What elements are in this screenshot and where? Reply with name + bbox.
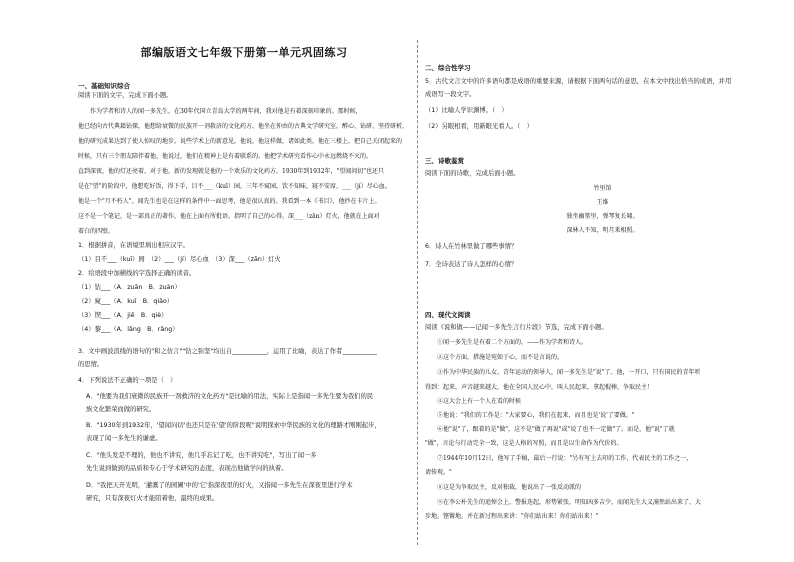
text-line: B．"1930年到1932年，'望闻问切'也还只是在'望'的阶段呢"说明探索中华民族的文化的理路才刚刚起步， <box>86 422 381 429</box>
text-line: 的思情。 <box>78 361 104 368</box>
text-line: D．"我把天开光明，'灌溉了的园圃'中的'它'指深夜里的灯火，又指闻一多先生在深夜里进行学术 <box>86 482 353 489</box>
text-line: 直到深夜，他的灯还亮着，对于他，新的发现就是他的一个欢乐的文化药方。1930年到1932年，"望闻问切"也还只 <box>78 168 385 175</box>
text-line: C．"他头发是不理的，他也不讲究，他几乎忘记了吃，也不讲究吃"，写出了闻一多 <box>86 452 317 459</box>
text-line: 3．文中画波浪线的语句的"和之仿言""钻之弥坚"均出自___________，运用了比喻，表达了作者___________ <box>78 348 377 355</box>
section-heading: 三、诗歌鉴赏 <box>425 157 464 165</box>
text-line: 他的研究成果达到了使人惊叹的地步，说些学术上的新意见，他说，他这样做，诸如此类，他在三楼上，把自己关闭起来的 <box>78 138 403 145</box>
text-line: 6．诗人在竹林里做了哪些事情？ <box>425 243 518 250</box>
text-line: 着白的四壁。 <box>78 228 115 235</box>
text-line: （1）目不___（kuī）园 （2）___（jí）尽心血 （3）深___（zān）灯火 <box>78 256 281 263</box>
text-line: （2）另眼相看，用新眼光看人。（ ） <box>425 123 533 130</box>
text-line: 阅读下面的诗歌，完成后面小题。 <box>425 170 520 177</box>
text-line: ⑦1944年10月12日，他写了手稿，最后一行说："另有写上去印的工作，代表民主的工作之一， <box>437 455 693 462</box>
text-line: 研究，只有深夜灯火才能陪着他，最终的成果。 <box>86 495 219 502</box>
text-line: 阅读下面的文字，完成下面小题。 <box>78 92 173 99</box>
text-line: 这不是一个笔记，是一部真正的著作，他在上面有所批语，指明了自己的心得。深___（zān）灯火，他就在上面对 <box>78 213 380 220</box>
text-line: 步地，铿锵地，并在新过程出来讲："你们站出来！你们站出来！" <box>425 513 599 520</box>
text-line: 得到：起来，声音越来越大，他在全国人民心中，叫人民起来，拿起棍棒，争取民主！ <box>425 384 654 391</box>
text-line: ④这大会上有一个人在看的时候 <box>437 398 522 405</box>
text-line: 成语写一段文字。 <box>425 91 476 98</box>
section-heading: 四、现代文阅读 <box>425 311 471 319</box>
text-line: ⑤他说："我们的工作是："大家要心，我们在起来，而且也是'说'了要做。" <box>437 412 635 419</box>
text-line: ⑥他"说"了，跟着的是"做"，这不是"做了再说"或"说了也不一定做"了。而是，他"说"了就 <box>437 426 675 433</box>
column-divider <box>417 40 418 545</box>
text-line: 族文化繁荣而做的研究。 <box>86 406 156 413</box>
text-line: 4．下列说法不正确的一项是（ ） <box>78 377 177 384</box>
text-line: 独坐幽篁里，弹琴复长啸。 <box>566 213 639 220</box>
text-line: 7．全诗表达了诗人怎样的心情？ <box>425 261 518 268</box>
text-line: 他已经向古代典籍钻探，他想给衰微的民族开一剂救济的文化药方。他坐在仲由的古典文学研究室，醉心、钻研、坚持研析， <box>78 123 409 130</box>
text-line: 请传观。" <box>425 469 452 476</box>
text-line: 是在"望"的阶段中，他想吃好饭，得下手，目不___（kuī）园，三年不窥园，饮不知味，寝不安席，___（jí）尽心血。 <box>78 183 391 190</box>
text-line: 竹里馆 <box>593 185 612 192</box>
text-line: "做"，言论与行动完全一致，这是人格的写照，而且是以生命作为代价的。 <box>425 440 623 447</box>
section-heading: 二、综合性学习 <box>425 64 471 72</box>
text-line: A．"他要为我们衰微的民族开一剂救济的文化药方"是比喻的用法，实际上是指闻一多先生要为我们的民 <box>86 393 374 400</box>
text-line: ⑧这是为争取民主，反对独裁，他说出了一张反动派的 <box>437 484 582 491</box>
text-line: 2．给语段中加横线的字选择正确的读音。 <box>78 270 196 277</box>
page-title: 部编版语文七年级下册第一单元巩固练习 <box>140 46 348 59</box>
text-line: 时候，只有三个朋友陪伴着他，他说过，他们在精神上是有着联系的。他把学术研究看作心中永远燃烧不灭的。 <box>78 153 373 160</box>
text-line: ①闻一多先生是有着二个方面的，——作为学者和诗人。 <box>437 339 588 346</box>
text-line: 5．古代文言文中的许多语句都是成语的重要来源，请根据下面两句话的意思，在本文中找出恰当的成语，并用 <box>425 78 732 85</box>
text-line: ②这个方面，措施是宛如于心，而不是言说的。 <box>437 354 564 361</box>
text-line: ⑨在李公朴先生的追悼会上，警报迭起，形势紧张，明知凶多吉少，而闻先生大义凛然站出来了，大 <box>437 499 702 506</box>
text-line: （4）黎___（A．lǎng B．rǎng） <box>78 326 179 333</box>
text-line: 他是一个"月不朽人"。闻先生也是在这样的条件中一面思考，他是很认真的。我看到一本《书目》，他抄在卡片上。 <box>78 198 381 205</box>
text-line: （2）窥___（A．kuī B．qiāo） <box>78 298 174 305</box>
text-line: 王维 <box>596 199 609 206</box>
text-line: ③作为中华民族的儿女，青年运动的领导人，闻一多先生是"说"了。他，一开口，只有国民的青年听 <box>437 369 701 376</box>
text-line: （1）比喻人学识渊博。（ ） <box>425 107 508 114</box>
text-line: 作为学者和诗人的闻一多先生，在30年代国立青岛大学的两年间，我对他是有着深刻印象的。那时候， <box>90 108 362 115</box>
text-line: （3）锲___（A．jiē B．qiè） <box>78 312 168 319</box>
text-line: （1）钻___（A．zuān B．zuàn） <box>78 284 181 291</box>
text-line: 1．根据拼音，在语境里填出相应汉字。 <box>78 242 190 249</box>
text-line: 表现了闻一多先生的谦虚。 <box>86 435 162 442</box>
text-line: 阅读《说和做——记闻一多先生言行片段》节选，完成下面小题。 <box>425 324 608 331</box>
text-line: 深林人不知，明月来相照。 <box>566 227 639 234</box>
section-heading: 一、基础知识综合 <box>78 82 130 90</box>
text-line: 先生说到做到的品质和专心于学术研究的态度，表现出他做学问的执着。 <box>86 465 288 472</box>
